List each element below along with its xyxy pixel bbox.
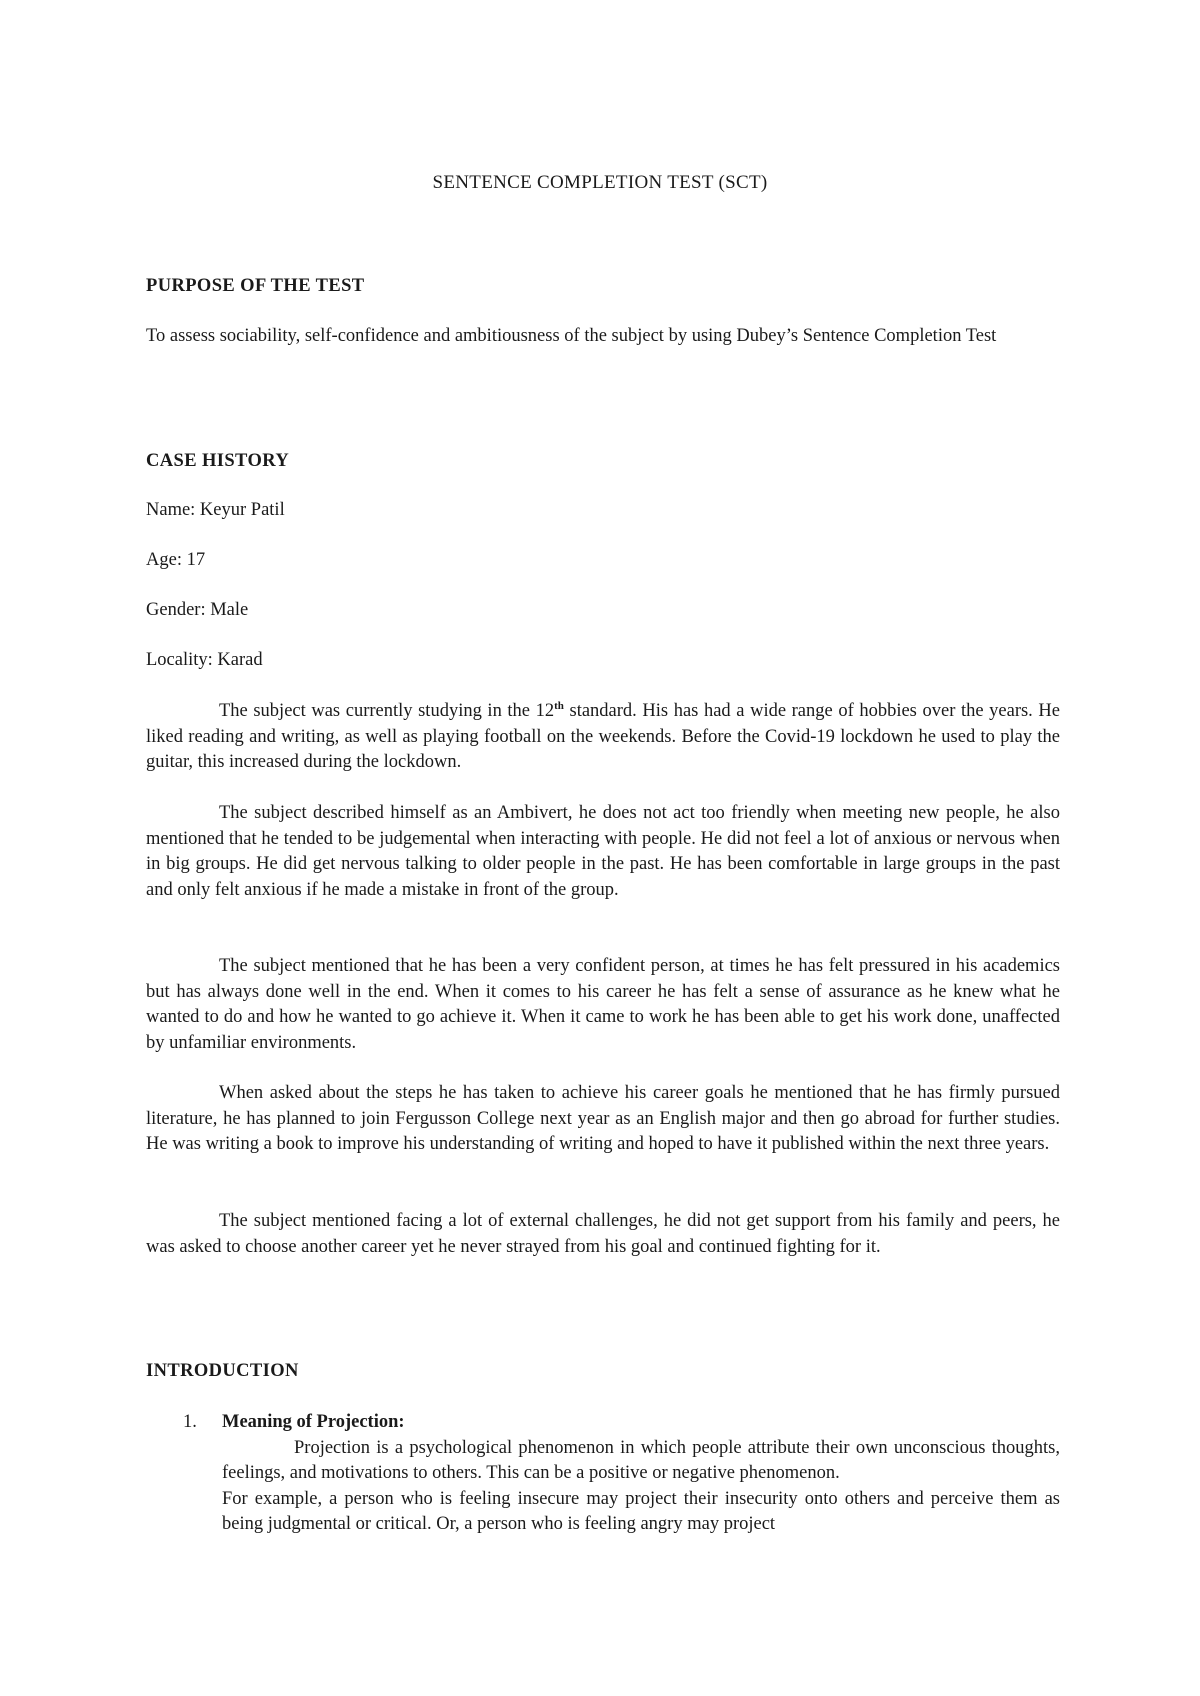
purpose-heading: PURPOSE OF THE TEST xyxy=(146,276,365,296)
list-item xyxy=(222,1410,1060,1538)
case-paragraph-1-start: The subject was currently studying in the 12 xyxy=(219,701,555,721)
list-item-paragraph-1: Projection is a psychological phenomenon in which people attribute their own unconscious thoughts, feelings, and motivations to others. This can be a positive or negative phenomenon. xyxy=(222,1437,1060,1483)
case-paragraph-4: When asked about the steps he has taken to achieve his career goals he mentioned that he has firmly pursued literature, he has planned to join Fergusson College next year as an English major and then go abroad for further studies. He was writing a book to improve his understanding of writing and hoped to have it published within the next three years. xyxy=(146,1083,1060,1154)
purpose-text: To assess sociability, self-confidence and ambitiousness of the subject by using Dubey’s Sentence Completion Test xyxy=(146,326,997,346)
case-locality: Locality: Karad xyxy=(146,650,263,670)
list-item-paragraph-2: For example, a person who is feeling insecure may project their insecurity onto others and perceive them as being judgmental or critical. Or, a person who is feeling angry may project xyxy=(222,1488,1060,1534)
introduction-heading: INTRODUCTION xyxy=(146,1361,299,1381)
case-history-heading: CASE HISTORY xyxy=(146,451,290,471)
case-paragraph-3: The subject mentioned that he has been a very confident person, at times he has felt pressured in his academics but has always done well in the end. When it comes to his career he has felt a sense of assurance as he knew what he wanted to do and how he wanted to go achieve it. When it came to work he has been able to get his work done, unaffected by unfamiliar environments. xyxy=(146,956,1060,1053)
list-item-number: 1. xyxy=(183,1412,197,1432)
case-name: Name: Keyur Patil xyxy=(146,500,285,520)
case-paragraph-1 xyxy=(146,699,1060,776)
case-age: Age: 17 xyxy=(146,550,206,570)
ordinal-superscript: th xyxy=(554,699,564,712)
case-gender: Gender: Male xyxy=(146,600,249,620)
case-paragraph-5: The subject mentioned facing a lot of external challenges, he did not get support from his family and peers, he was asked to choose another career yet he never strayed from his goal and continued fighting for it. xyxy=(146,1211,1060,1257)
list-item-title: Meaning of Projection: xyxy=(222,1412,405,1432)
case-paragraph-2: The subject described himself as an Ambivert, he does not act too friendly when meeting new people, he also mentioned that he tended to be judgemental when interacting with people. He did not feel a lot of anxious or nervous when in big groups. He did get nervous talking to older people in the past. He has been comfortable in large groups in the past and only felt anxious if he made a mistake in front of the group. xyxy=(146,803,1060,900)
document-title: SENTENCE COMPLETION TEST (SCT) xyxy=(432,172,768,193)
case-paragraph-1-end: standard. His has had a wide range of hobbies over the years. He liked reading and writing, as well as playing football on the weekends. Before the Covid-19 lockdown he used to play the guitar, this increased during the lockdown. xyxy=(146,701,1060,772)
